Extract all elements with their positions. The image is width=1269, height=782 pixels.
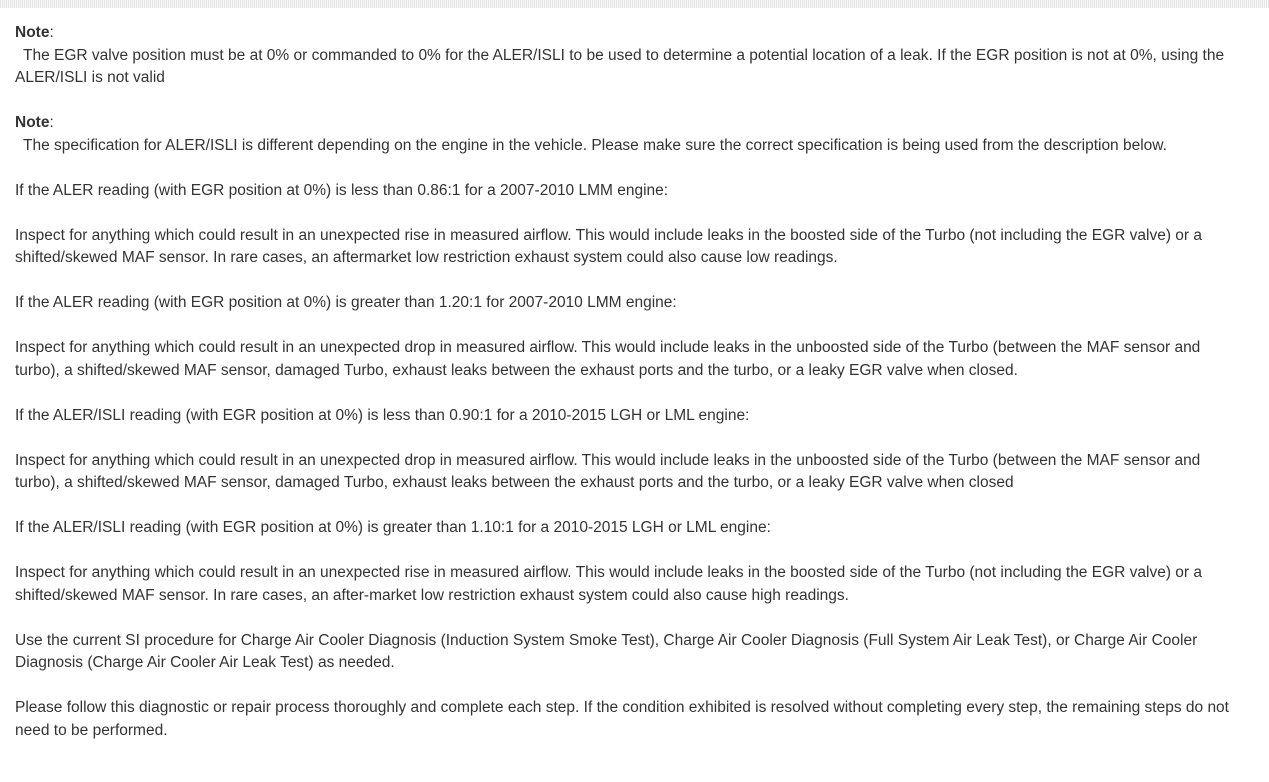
note-heading-colon: : [49, 24, 54, 41]
si-procedure-reference: Use the current SI procedure for Charge Air Cooler Diagnosis (Induction System Smoke Test), Charge Air Cooler Diagnosis (Full System Air Leak Test), or Charge Air Cooler Diagnosis (Charge Air Cooler Air Leak Test) as needed. [15, 631, 1198, 671]
note-block-egr-position [15, 22, 1235, 90]
note-heading-colon: : [49, 114, 54, 131]
note-heading [15, 112, 1235, 135]
instruction-rise-airflow-lgh-lml: Inspect for anything which could result in an unexpected rise in measured airflow. This would include leaks in the boosted side of the Turbo (not including the EGR valve) or a shifted/skewed MAF sensor. In rare cases, an after-market low restriction exhaust system could also cause high readings. [15, 564, 1202, 604]
condition-aler-high-lmm: If the ALER reading (with EGR position at 0%) is greater than 1.20:1 for 2007-2010 LMM engine: [15, 294, 677, 311]
follow-process-note: Please follow this diagnostic or repair process thoroughly and complete each step. If the condition exhibited is resolved without completing every step, the remaining steps do not need to be performed. [15, 699, 1229, 739]
condition-aler-isli-low-lgh-lml: If the ALER/ISLI reading (with EGR position at 0%) is less than 0.90:1 for a 2010-2015 LGH or LML engine: [15, 406, 750, 424]
note-heading-label: Note [15, 24, 50, 41]
document-content [15, 22, 1235, 765]
note-text: The specification for ALER/ISLI is different depending on the engine in the vehicle. Please make sure the correct specification is being used from the description below. [23, 136, 1167, 154]
condition-aler-isli-high-lgh-lml: If the ALER/ISLI reading (with EGR position at 0%) is greater than 1.10:1 for a 2010-2015 LGH or LML engine: [15, 519, 771, 536]
top-border [0, 0, 1269, 8]
note-block-specification [15, 112, 1235, 157]
note-text: The EGR valve position must be at 0% or commanded to 0% for the ALER/ISLI to be used to determine a potential location of a leak. If the EGR position is not at 0%, using the ALER/ISLI is not valid [15, 46, 1225, 86]
condition-aler-low-lmm: If the ALER reading (with EGR position at 0%) is less than 0.86:1 for a 2007-2010 LMM engine: [15, 181, 669, 199]
note-heading-label: Note [15, 114, 50, 131]
instruction-rise-airflow-lmm: Inspect for anything which could result in an unexpected rise in measured airflow. This would include leaks in the boosted side of the Turbo (not including the EGR valve) or a shifted/skewed MAF sensor. In rare cases, an aftermarket low restriction exhaust system could also cause low readings. [15, 226, 1202, 266]
instruction-drop-airflow-lgh-lml: Inspect for anything which could result in an unexpected drop in measured airflow. This would include leaks in the unboosted side of the Turbo (between the MAF sensor and turbo), a shifted/skewed MAF sensor, damaged Turbo, exhaust leaks between the exhaust ports and the turbo, or a leaky EGR valve when closed [15, 451, 1201, 491]
note-heading [15, 22, 1235, 45]
instruction-drop-airflow-lmm: Inspect for anything which could result in an unexpected drop in measured airflow. This would include leaks in the unboosted side of the Turbo (between the MAF sensor and turbo), a shifted/skewed MAF sensor, damaged Turbo, exhaust leaks between the exhaust ports and the turbo, or a leaky EGR valve when closed. [15, 339, 1201, 379]
